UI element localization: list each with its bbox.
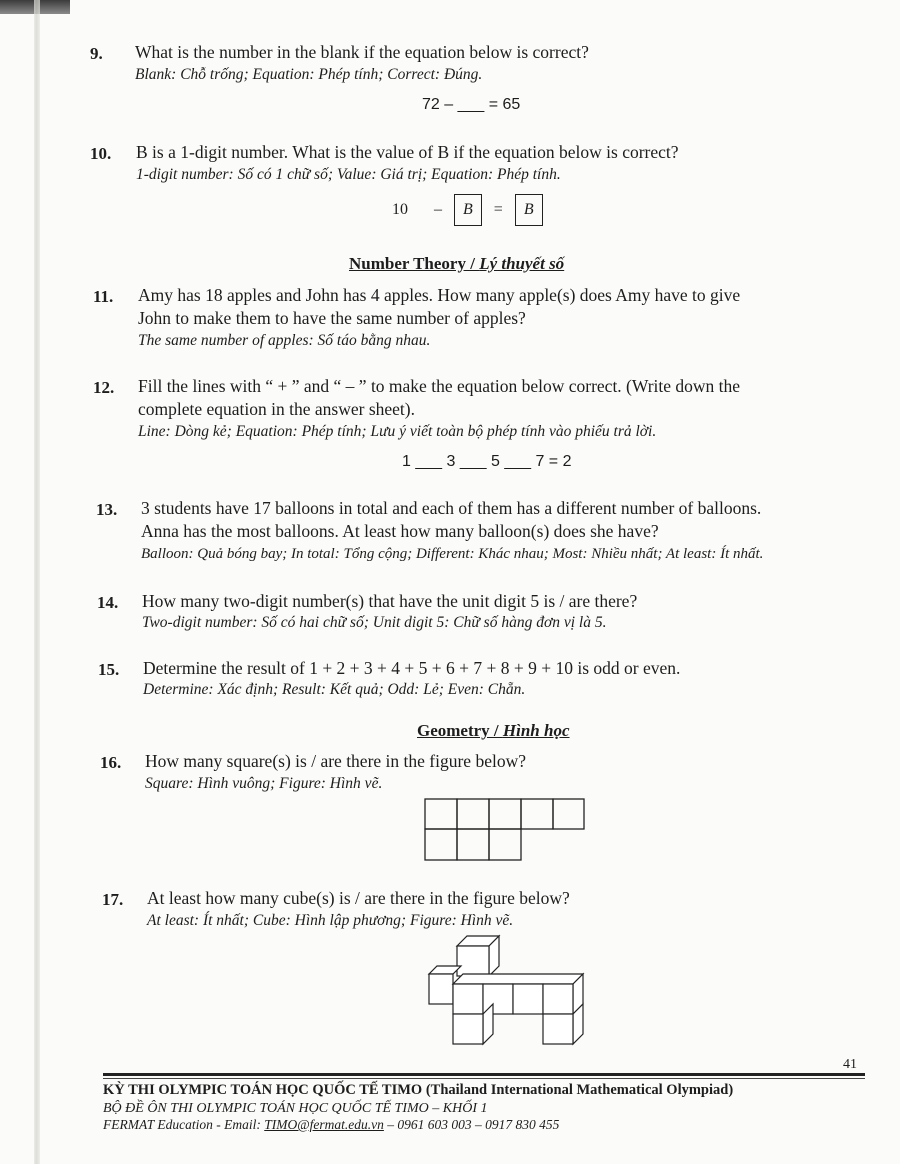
question-15-number: 15. <box>98 660 120 679</box>
cubes-figure <box>425 934 590 1049</box>
cube-front-face <box>543 1014 573 1044</box>
question-12-number: 12. <box>93 378 115 397</box>
question-12-text-line2: complete equation in the answer sheet). <box>138 399 415 419</box>
eq-box-b: B <box>515 194 543 226</box>
cube-front-face <box>543 984 573 1014</box>
question-13-note: Balloon: Quả bóng bay; In total: Tổng cộng; Different: Khác nhau; Most: Nhiều nhất; At least: Ít nhất. <box>141 546 764 562</box>
footer-contact-prefix: FERMAT Education - Email: <box>103 1117 265 1132</box>
eq-term: 10 <box>392 201 408 218</box>
footer-title: KỲ THI OLYMPIC TOÁN HỌC QUỐC TẾ TIMO (Thailand International Mathematical Olympiad) <box>103 1082 734 1098</box>
question-14-number: 14. <box>97 593 119 612</box>
footer-rule <box>103 1073 865 1076</box>
question-17-text: At least how many cube(s) is / are there in the figure below? <box>147 888 570 908</box>
question-14-note: Two-digit number: Số có hai chữ số; Unit digit 5: Chữ số hàng đơn vị là 5. <box>142 614 607 631</box>
question-13-text-line1: 3 students have 17 balloons in total and each of them has a different number of balloons. <box>141 498 762 518</box>
question-16-note: Square: Hình vuông; Figure: Hình vẽ. <box>145 775 383 792</box>
grid-square <box>489 799 521 829</box>
question-17-note: At least: Ít nhất; Cube: Hình lập phương; Figure: Hình vẽ. <box>147 912 514 929</box>
eq-operator: – <box>434 201 442 218</box>
section-title-vi: Hình học <box>502 721 570 740</box>
footer-rule-thin <box>103 1078 865 1079</box>
squares-figure <box>424 798 586 862</box>
footer-contact-phones: – 0961 603 003 – 0917 830 455 <box>383 1117 560 1132</box>
scan-binding-shadow <box>34 0 40 1164</box>
cube-top-face <box>453 974 583 984</box>
cube-front-face <box>453 984 483 1014</box>
question-14-text: How many two-digit number(s) that have the unit digit 5 is / are there? <box>142 591 638 611</box>
footer-subtitle: BỘ ĐỀ ÔN THI OLYMPIC TOÁN HỌC QUỐC TẾ TIMO – KHỐI 1 <box>103 1101 488 1116</box>
section-title-vi: Lý thuyết số <box>479 254 565 273</box>
question-15-text: Determine the result of 1 + 2 + 3 + 4 + 5 + 6 + 7 + 8 + 9 + 10 is odd or even. <box>143 658 681 678</box>
cube-front-face <box>457 946 489 976</box>
question-11-text-line1: Amy has 18 apples and John has 4 apples. How many apple(s) does Amy have to give <box>138 285 741 305</box>
question-13-number: 13. <box>96 500 118 519</box>
grid-square <box>457 829 489 860</box>
section-title-en: Geometry / <box>417 721 503 740</box>
question-9-equation: 72 – ___ = 65 <box>422 96 521 113</box>
cube-top-face <box>429 966 461 974</box>
grid-square <box>553 799 584 829</box>
grid-square <box>457 799 489 829</box>
question-13-text-line2: Anna has the most balloons. At least how many balloon(s) does she have? <box>141 521 659 541</box>
section-heading-geometry <box>417 721 570 741</box>
page-number: 41 <box>843 1057 857 1072</box>
question-11-text-line2: John to make them to have the same number of apples? <box>138 308 526 328</box>
question-12-equation: 1 ___ 3 ___ 5 ___ 7 = 2 <box>402 453 572 470</box>
grid-square <box>425 829 457 860</box>
question-10-text: B is a 1-digit number. What is the value of B if the equation below is correct? <box>136 142 679 162</box>
question-16-text: How many square(s) is / are there in the figure below? <box>145 751 526 771</box>
footer-email-link[interactable]: TIMO@fermat.edu.vn <box>264 1117 384 1132</box>
cube-front-face <box>453 1014 483 1044</box>
question-11-note: The same number of apples: Số táo bằng nhau. <box>138 332 431 349</box>
grid-square <box>489 829 521 860</box>
question-11-number: 11. <box>93 287 114 306</box>
section-title-en: Number Theory / <box>349 254 480 273</box>
question-12-text-line1: Fill the lines with “ + ” and “ – ” to make the equation below correct. (Write down the <box>138 376 741 396</box>
question-16-number: 16. <box>100 753 122 772</box>
footer-contact <box>103 1117 559 1133</box>
eq-operator: = <box>493 201 503 218</box>
question-9-number: 9. <box>90 44 103 63</box>
question-9-text: What is the number in the blank if the equation below is correct? <box>135 42 589 62</box>
section-heading-number-theory <box>349 254 564 274</box>
question-17-number: 17. <box>102 890 124 909</box>
question-10-equation <box>392 194 543 226</box>
question-12-note: Line: Dòng kẻ; Equation: Phép tính; Lưu ý viết toàn bộ phép tính vào phiếu trả lời. <box>138 423 657 440</box>
cube-front-face <box>513 984 543 1014</box>
cube-front-face <box>429 974 453 1004</box>
grid-square <box>521 799 553 829</box>
eq-box-b: B <box>454 194 482 226</box>
question-9-note: Blank: Chỗ trống; Equation: Phép tính; Correct: Đúng. <box>135 66 483 83</box>
question-10-note: 1-digit number: Số có 1 chữ số; Value: Giá trị; Equation: Phép tính. <box>136 166 561 183</box>
grid-square <box>425 799 457 829</box>
question-10-number: 10. <box>90 144 112 163</box>
question-15-note: Determine: Xác định; Result: Kết quả; Odd: Lẻ; Even: Chẵn. <box>143 681 526 698</box>
